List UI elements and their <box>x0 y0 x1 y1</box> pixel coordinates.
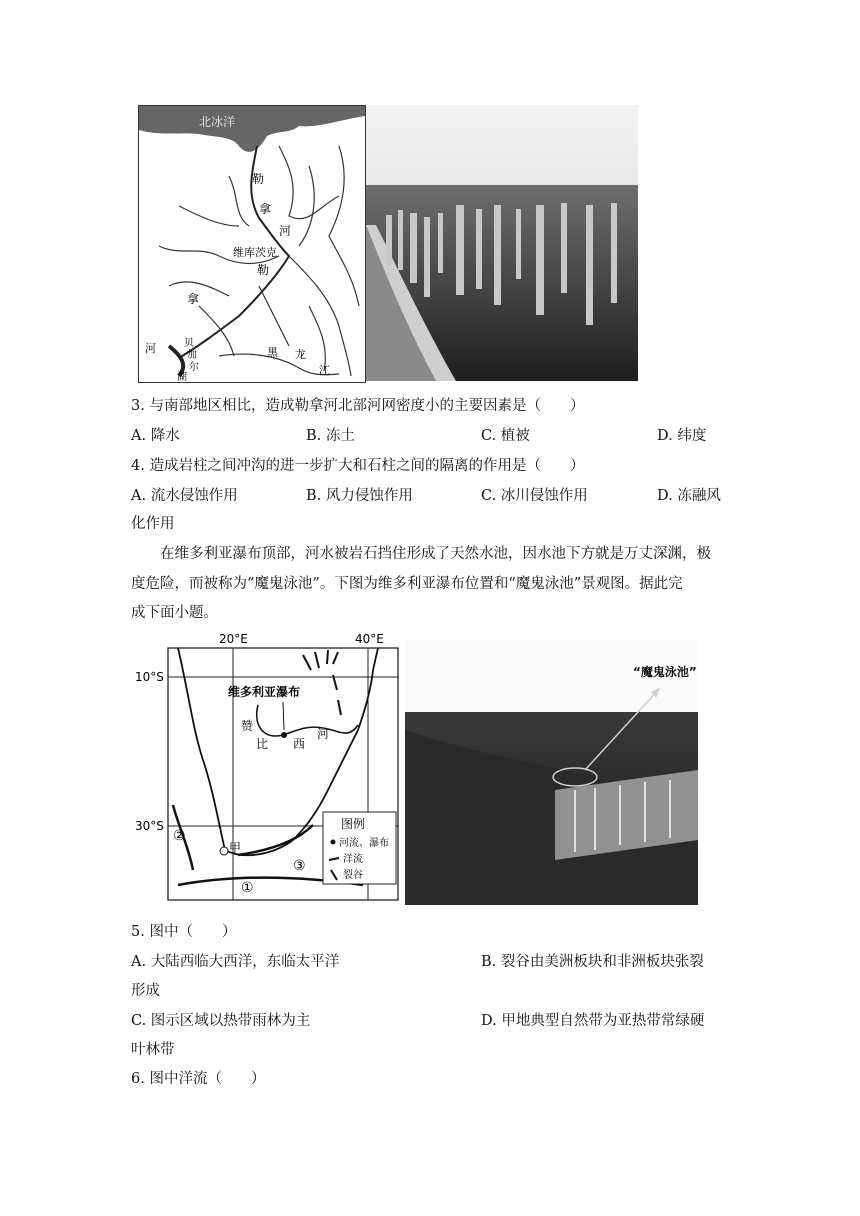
devils-pool-caption: “魔鬼泳池” <box>633 665 697 679</box>
q5-option-a[interactable]: A. 大陆西临大西洋，东临太平洋 <box>131 954 340 970</box>
q5-option-d-continued: 叶林带 <box>131 1042 175 1058</box>
lena-char-5: 拿 <box>187 292 200 306</box>
lake-char-2: 加 <box>187 350 197 361</box>
passage-line-1: 在维多利亚瀑布顶部，河水被岩石挡住形成了天然水池，因水池下方就是万丈深渊，极 <box>160 546 711 562</box>
q6-stem: 6. 图中洋流（ ） <box>131 1071 266 1087</box>
lena-map-svg <box>139 106 365 382</box>
passage-line-2: 度危险，而被称为“魔鬼泳池”。下图为维多利亚瀑布位置和“魔鬼泳池”景观图。据此完 <box>131 576 683 592</box>
passage-line-3: 成下面小题。 <box>131 605 218 621</box>
lat-label-10s: 10°S <box>135 670 164 684</box>
q4-option-a[interactable]: A. 流水侵蚀作用 <box>131 488 238 504</box>
lena-pillars-photo <box>366 105 638 381</box>
lena-char-6: 河 <box>145 342 156 355</box>
devils-pool-photo <box>405 640 698 905</box>
lena-river-map <box>138 105 366 383</box>
legend-item-rift: 裂谷 <box>343 870 363 881</box>
zambezi-char-4: 河 <box>317 727 330 741</box>
devils-pool-svg <box>405 640 698 905</box>
q3-option-c[interactable]: C. 植被 <box>481 428 530 444</box>
q4-stem: 4. 造成岩柱之间冲沟的进一步扩大和石柱之间的隔离的作用是（ ） <box>131 458 585 474</box>
legend-river-symbol <box>331 840 336 845</box>
africa-map <box>133 630 403 905</box>
lena-char-1: 勒 <box>252 172 265 186</box>
q5-option-b-continued: 形成 <box>131 983 160 999</box>
lon-label-20e: 20°E <box>219 632 248 646</box>
current-1-label: ① <box>241 880 254 896</box>
q5-stem: 5. 图中（ ） <box>131 924 237 940</box>
q4-option-b[interactable]: B. 风力侵蚀作用 <box>306 488 413 504</box>
mountain-label: 维库茨克 <box>233 246 277 259</box>
amur-char-1: 黑 <box>267 346 278 359</box>
zambezi-char-1: 赞 <box>241 719 254 733</box>
lat-label-30s: 30°S <box>135 819 164 833</box>
lake-char-4: 湖 <box>177 372 187 382</box>
q5-option-b[interactable]: B. 裂谷由美洲板块和非洲板块张裂 <box>481 954 704 970</box>
lena-char-3: 河 <box>279 224 292 238</box>
q4-option-c[interactable]: C. 冰川侵蚀作用 <box>481 488 588 504</box>
arctic-sea-area <box>139 106 365 152</box>
lena-char-2: 拿 <box>259 202 272 216</box>
amur-char-2: 龙 <box>295 348 306 361</box>
lena-pillars-svg <box>366 105 638 381</box>
arctic-sea-label: 北冰洋 <box>199 115 236 129</box>
zambezi-char-2: 比 <box>256 737 269 751</box>
q3-option-a[interactable]: A. 降水 <box>131 428 180 444</box>
legend-title: 图例 <box>341 817 366 831</box>
q5-option-d[interactable]: D. 甲地典型自然带为亚热带常绿硬 <box>481 1013 705 1029</box>
lena-char-4: 勒 <box>257 263 270 277</box>
victoria-falls-label: 维多利亚瀑布 <box>228 685 301 699</box>
africa-map-svg <box>133 630 403 905</box>
lake-char-3: 尔 <box>189 362 199 373</box>
legend-item-current: 洋流 <box>343 854 363 865</box>
site-jia-marker <box>220 847 228 855</box>
amur-char-3: 江 <box>319 364 330 377</box>
lake-char-1: 贝 <box>184 338 194 349</box>
site-jia-label: 甲 <box>229 841 242 855</box>
current-2-label: ② <box>173 828 186 844</box>
current-3-label: ③ <box>293 858 306 874</box>
q4-option-d[interactable]: D. 冻融风 <box>657 488 721 504</box>
q3-option-d[interactable]: D. 纬度 <box>657 428 707 444</box>
zambezi-char-3: 西 <box>293 737 306 751</box>
q3-option-b[interactable]: B. 冻土 <box>306 428 355 444</box>
q4-option-d-continued: 化作用 <box>131 516 175 532</box>
q3-stem: 3. 与南部地区相比，造成勒拿河北部河网密度小的主要因素是（ ） <box>131 398 585 414</box>
victoria-falls-marker <box>281 732 287 738</box>
legend-item-river: 河流、瀑布 <box>339 838 389 849</box>
q5-option-c[interactable]: C. 图示区域以热带雨林为主 <box>131 1013 311 1029</box>
lon-label-40e: 40°E <box>355 632 384 646</box>
